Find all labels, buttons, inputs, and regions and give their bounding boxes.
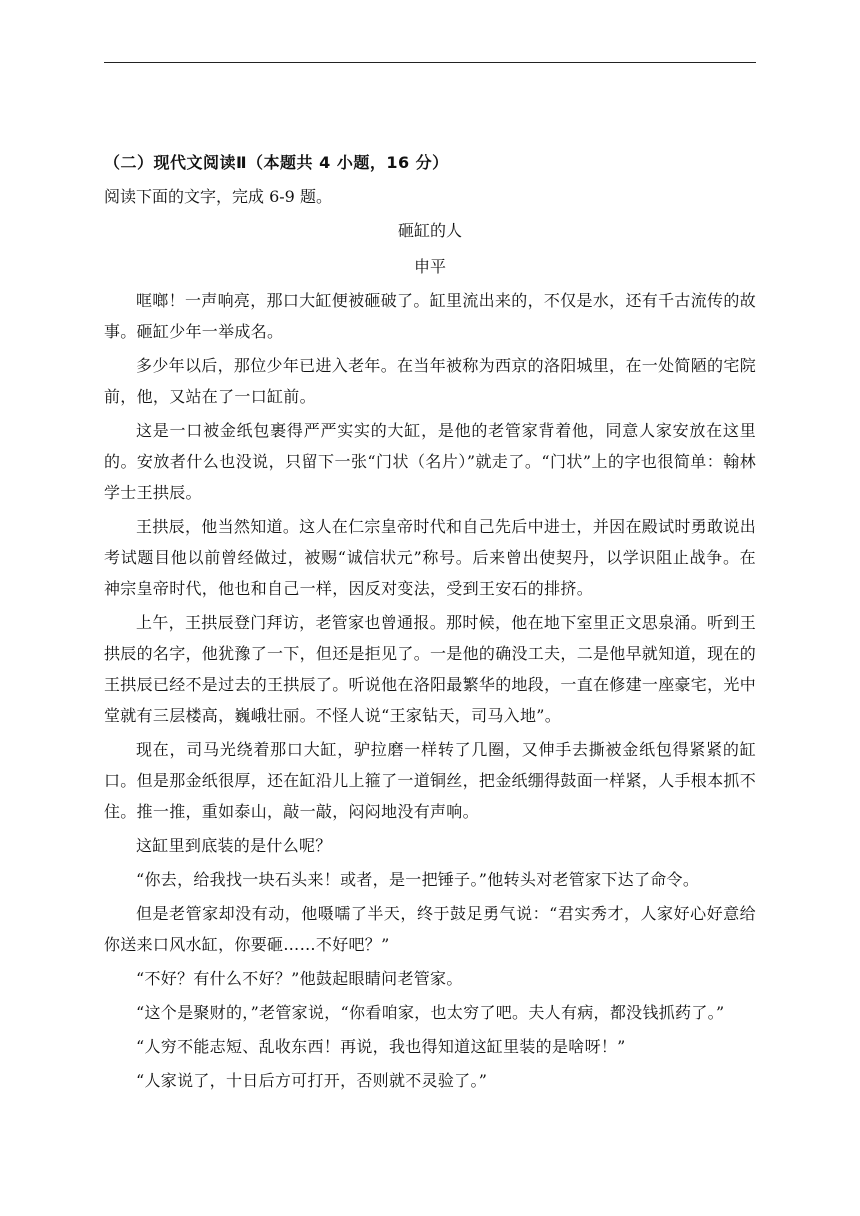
paragraph: 上午，王拱辰登门拜访，老管家也曾通报。那时候，他在地下室里正文思泉涌。听到王拱辰的名字，他犹豫了一下，但还是拒见了。一是他的确没工夫，二是他早就知道，现在的王拱辰已经不是过去的王拱辰了。听说他在洛阳最繁华的地段，一直在修建一座豪宅，光中堂就有三层楼高，巍峨壮丽。不怪人说“王家钻天，司马入地”。 <box>104 613 757 725</box>
paragraph: 多少年以后，那位少年已进入老年。在当年被称为西京的洛阳城里，在一处简陋的宅院前，他，又站在了一口缸前。 <box>104 356 756 406</box>
reading-instruction: 阅读下面的文字，完成 6-9 题。 <box>104 187 332 206</box>
header-rule <box>104 62 756 63</box>
paragraph: “不好？有什么不好？”他鼓起眼睛问老管家。 <box>136 969 463 988</box>
paragraph: “这个是聚财的，”老管家说，“你看咱家，也太穷了吧。夫人有病，都没钱抓药了。” <box>136 1003 725 1022</box>
story-title: 砸缸的人 <box>397 221 462 240</box>
paragraph: 这缸里到底装的是什么呢？ <box>136 836 332 855</box>
section-heading: （二）现代文阅读Ⅱ（本题共 4 小题，16 分） <box>104 153 449 172</box>
paragraph: 但是老管家却没有动，他嗫嚅了半天，终于鼓足勇气说：“君实秀才，人家好心好意给你送来口风水缸，你要砸……不好吧？” <box>104 904 756 954</box>
paragraph: “你去，给我找一块石头来！或者，是一把锤子。”他转头对老管家下达了命令。 <box>136 870 700 889</box>
story-author: 申平 <box>413 257 446 276</box>
paragraph: 这是一口被金纸包裹得严严实实的大缸，是他的老管家背着他，同意人家安放在这里的。安放者什么也没说，只留下一张“门状（名片）”就走了。“门状”上的字也很简单：翰林学士王拱辰。 <box>104 421 756 502</box>
story-body <box>104 285 756 1099</box>
paragraph: 哐啷！一声响亮，那口大缸便被砸破了。缸里流出来的，不仅是水，还有千古流传的故事。砸缸少年一举成名。 <box>104 291 756 341</box>
paragraph: “人穷不能志短、乱收东西！再说，我也得知道这缸里装的是啥呀！” <box>136 1037 626 1056</box>
paragraph: “人家说了，十日后方可打开，否则就不灵验了。” <box>136 1071 488 1090</box>
paragraph: 王拱辰，他当然知道。这人在仁宗皇帝时代和自己先后中进士，并因在殿试时勇敢说出考试题目他以前曾经做过，被赐“诚信状元”称号。后来曾出使契丹，以学识阻止战争。在神宗皇帝时代，他也和自己一样，因反对变法，受到王安石的排挤。 <box>104 517 756 598</box>
paragraph: 现在，司马光绕着那口大缸，驴拉磨一样转了几圈，又伸手去撕被金纸包得紧紧的缸口。但是那金纸很厚，还在缸沿儿上箍了一道铜丝，把金纸绷得鼓面一样紧，人手根本抓不住。推一推，重如泰山，敲一敲，闷闷地没有声响。 <box>104 740 757 821</box>
